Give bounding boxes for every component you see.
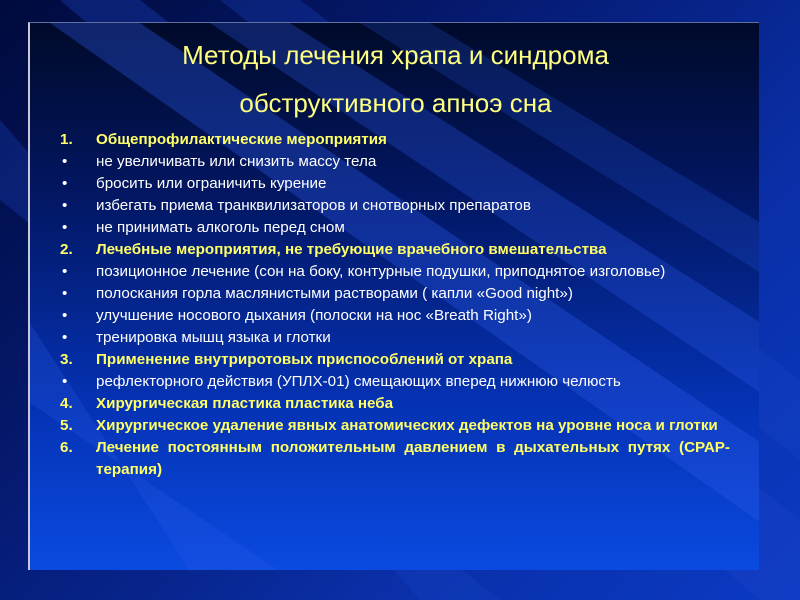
- list-heading-item: [60, 437, 730, 481]
- bullet-marker: •: [62, 219, 68, 236]
- bullet-marker: •: [62, 329, 68, 346]
- list-heading-text: Применение внутриротовых приспособлений от храпа: [96, 351, 513, 368]
- list-number: 4.: [60, 395, 73, 412]
- slide-title-line-1: Методы лечения храпа и синдрома: [182, 40, 609, 70]
- list-number: 6.: [60, 439, 73, 456]
- list-heading-item: [60, 129, 730, 151]
- slide-title: [30, 31, 759, 127]
- bullet-marker: •: [62, 285, 68, 302]
- list-number: 5.: [60, 417, 73, 434]
- list-bullet-text: улучшение носового дыхания (полоски на нос «Breath Right»): [96, 307, 532, 324]
- list-bullet-item: [60, 195, 730, 217]
- list-bullet-text: позиционное лечение (сон на боку, контурные подушки, приподнятое изголовье): [96, 263, 666, 280]
- list-heading-item: [60, 239, 730, 261]
- slide-title-line-2: обструктивного апноэ сна: [239, 88, 552, 118]
- list-bullet-text: бросить или ограничить курение: [96, 175, 327, 192]
- list-bullet-item: [60, 151, 730, 173]
- bullet-marker: •: [62, 197, 68, 214]
- list-bullet-item: [60, 371, 730, 393]
- list-bullet-item: [60, 305, 730, 327]
- list-heading-text: Лечение постоянным положительным давлением в дыхательных путях (СРАР-терапия): [96, 439, 730, 478]
- list-bullet-text: не увеличивать или снизить массу тела: [96, 153, 377, 170]
- list-heading-item: [60, 349, 730, 371]
- list-number: 1.: [60, 131, 73, 148]
- bullet-marker: •: [62, 263, 68, 280]
- list-bullet-text: тренировка мышц языка и глотки: [96, 329, 331, 346]
- slide-content-list: [60, 129, 730, 481]
- list-number: 2.: [60, 241, 73, 258]
- bullet-marker: •: [62, 153, 68, 170]
- list-heading-text: Хирургическое удаление явных анатомических дефектов на уровне носа и глотки: [96, 417, 718, 434]
- list-bullet-text: избегать приема транквилизаторов и снотворных препаратов: [96, 197, 531, 214]
- list-heading-text: Хирургическая пластика пластика неба: [96, 395, 394, 412]
- bullet-marker: •: [62, 175, 68, 192]
- list-bullet-item: [60, 261, 730, 283]
- list-heading-item: [60, 415, 730, 437]
- list-bullet-item: [60, 327, 730, 349]
- list-number: 3.: [60, 351, 73, 368]
- list-bullet-text: не принимать алкоголь перед сном: [96, 219, 345, 236]
- bullet-marker: •: [62, 373, 68, 390]
- list-bullet-text: рефлекторного действия (УПЛХ-01) смещающих вперед нижнюю челюсть: [96, 373, 621, 390]
- list-bullet-item: [60, 283, 730, 305]
- bullet-marker: •: [62, 307, 68, 324]
- list-heading-text: Лечебные мероприятия, не требующие врачебного вмешательства: [96, 241, 607, 258]
- list-bullet-item: [60, 173, 730, 195]
- slide: [28, 22, 759, 570]
- list-heading-text: Общепрофилактические мероприятия: [96, 131, 387, 148]
- list-heading-item: [60, 393, 730, 415]
- list-bullet-item: [60, 217, 730, 239]
- list-bullet-text: полоскания горла маслянистыми растворами ( капли «Good night»): [96, 285, 573, 302]
